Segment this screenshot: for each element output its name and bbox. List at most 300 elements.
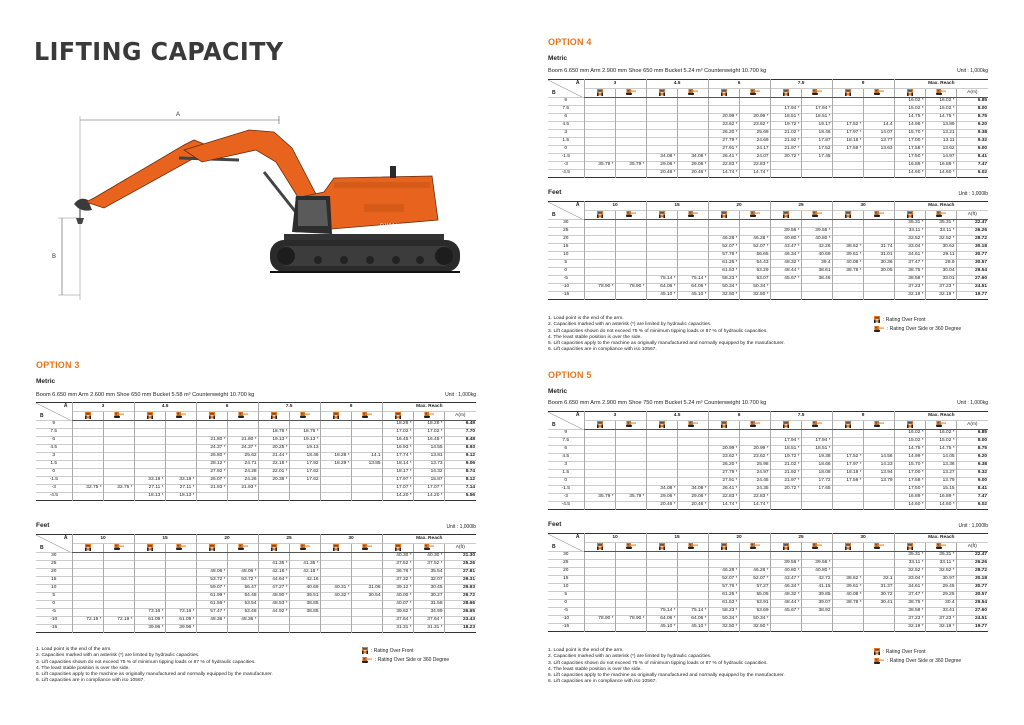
max-reach-value: 30.57: [956, 592, 988, 600]
rating-over-side-icon: [936, 543, 946, 549]
capacity-cell: [770, 162, 801, 170]
capacity-cell: 30.36: [863, 260, 894, 268]
capacity-cell: 73.16 *: [134, 609, 165, 617]
capacity-cell: [258, 493, 289, 501]
max-reach-value: 9.38: [956, 130, 988, 138]
row-height-label: -4.5: [548, 502, 584, 510]
rating-over-front-icon: [783, 543, 789, 550]
capacity-cell: 39.07: [801, 600, 832, 608]
capacity-cell: [584, 130, 615, 138]
capacity-cell: 48.53 *: [258, 601, 289, 609]
capacity-cell: 56.65: [739, 252, 770, 260]
capacity-cell: 41.15: [801, 584, 832, 592]
capacity-cell: 20.72 *: [770, 154, 801, 162]
column-header-distance: 9: [832, 80, 894, 89]
row-height-label: 0: [36, 601, 72, 609]
rating-over-front-icon: [395, 544, 401, 551]
max-reach-value: 8.75: [956, 114, 988, 122]
max-reach-value: 25.26: [444, 561, 476, 569]
capacity-cell: 22.83 *: [739, 494, 770, 502]
front-icon-cell: [832, 543, 863, 552]
note-line: 3. Lift capacities shown do not exceed 75 % of minimum tipping loads or 87 % of hydraulic capacities.: [36, 659, 256, 665]
capacity-cell: [770, 284, 801, 292]
table-icon-row: [548, 211, 988, 220]
front-icon-cell: [708, 211, 739, 220]
capacity-cell: [832, 560, 863, 568]
capacity-cell: 17.94 *: [770, 106, 801, 114]
capacity-cell: 14.60 *: [894, 502, 925, 510]
side-icon-cell: [739, 421, 770, 430]
capacity-cell: [708, 438, 739, 446]
side-icon-cell: [677, 89, 708, 98]
row-height-label: 7.5: [548, 106, 584, 114]
capacity-cell: [72, 577, 103, 585]
table-header-row: [548, 202, 988, 211]
capacity-cell: [196, 493, 227, 501]
capacity-cell: [134, 453, 165, 461]
column-header-distance: 10: [584, 534, 646, 543]
capacity-cell: 13.81: [413, 453, 444, 461]
capacity-cell: 13.79: [925, 478, 956, 486]
capacity-cell: 34.08 *: [677, 486, 708, 494]
capacity-cell: 73.16 *: [165, 609, 196, 617]
capacity-cell: 57.76 *: [708, 252, 739, 260]
capacity-cell: [708, 106, 739, 114]
capacity-cell: 31.74: [863, 244, 894, 252]
capacity-cell: [320, 601, 351, 609]
capacity-cell: [677, 106, 708, 114]
capacity-cell: 37.52 *: [382, 561, 413, 569]
capacity-cell: 20.99 *: [739, 446, 770, 454]
table-corner: [548, 534, 584, 552]
capacity-cell: [584, 146, 615, 154]
capacity-cell: [258, 617, 289, 625]
capacity-cell: [320, 437, 351, 445]
corner-label-a: A: [63, 535, 68, 541]
capacity-cell: [351, 617, 382, 625]
side-icon-cell: [289, 544, 320, 553]
capacity-cell: 21.93 *: [196, 485, 227, 493]
capacity-cell: [801, 430, 832, 438]
capacity-cell: [227, 561, 258, 569]
capacity-cell: [863, 236, 894, 244]
capacity-cell: 34.61 *: [894, 584, 925, 592]
capacity-cell: 33.11 *: [925, 560, 956, 568]
capacity-cell: 13.62: [925, 146, 956, 154]
capacity-cell: 39.51: [289, 593, 320, 601]
capacity-cell: 40.00 *: [382, 593, 413, 601]
capacity-cell: 28.12 *: [196, 461, 227, 469]
capacity-cell: [320, 445, 351, 453]
capacity-cell: [320, 609, 351, 617]
max-reach-value: 9.32: [956, 470, 988, 478]
table-row: [548, 600, 988, 608]
capacity-cell: 46.34 *: [770, 584, 801, 592]
max-reach-value: 27.81: [444, 569, 476, 577]
capacity-cell: 33.04 *: [894, 244, 925, 252]
capacity-cell: 64.06 *: [677, 616, 708, 624]
front-icon-cell: [832, 211, 863, 220]
capacity-cell: 14.74 *: [708, 502, 739, 510]
capacity-cell: [615, 576, 646, 584]
capacity-cell: 40.69: [289, 585, 320, 593]
capacity-cell: 35.79 *: [584, 162, 615, 170]
capacity-cell: [351, 493, 382, 501]
capacity-cell: 42.16: [289, 577, 320, 585]
capacity-cell: 46.28 *: [739, 568, 770, 576]
option-5-spec: Boom 6.650 mm Arm 2.900 mm Shoe 750 mm Bucket 5.24 m³ Counterweight 10.700 kg: [548, 400, 767, 406]
table-row: [548, 252, 988, 260]
rating-over-side-icon: [238, 544, 248, 550]
capacity-cell: [196, 421, 227, 429]
capacity-cell: [351, 429, 382, 437]
capacity-cell: 18.46: [289, 453, 320, 461]
table-row: [548, 228, 988, 236]
max-reach-value: 29.54: [956, 600, 988, 608]
row-height-label: 0: [548, 146, 584, 154]
capacity-cell: 61.99 *: [196, 593, 227, 601]
capacity-cell: [134, 461, 165, 469]
row-height-label: 0: [36, 469, 72, 477]
capacity-cell: [863, 284, 894, 292]
note-line: 1. Load point is the end of the arm.: [36, 647, 112, 652]
option-3-notes: [36, 647, 366, 685]
rating-over-front-icon: [659, 421, 665, 428]
capacity-cell: 35.31 *: [925, 220, 956, 228]
side-icon-cell: [103, 412, 134, 421]
capacity-cell: 14.75 *: [925, 446, 956, 454]
corner-label-b: B: [552, 212, 556, 218]
bucket-hook-icon: [76, 218, 84, 224]
capacity-cell: 37.23 *: [894, 284, 925, 292]
capacity-cell: 33.11 *: [894, 560, 925, 568]
capacity-cell: [615, 220, 646, 228]
column-header-max-reach: Max. Reach: [894, 202, 988, 211]
capacity-cell: 17.07 *: [382, 485, 413, 493]
row-height-label: -10: [548, 284, 584, 292]
table-icon-row: [548, 89, 988, 98]
capacity-cell: [103, 561, 134, 569]
capacity-cell: 58.23 *: [708, 276, 739, 284]
max-reach-value: 30.18: [956, 244, 988, 252]
capacity-cell: [134, 569, 165, 577]
capacity-cell: [103, 461, 134, 469]
capacity-cell: 18.46: [801, 130, 832, 138]
rating-over-front-icon: [333, 412, 339, 419]
column-header-max-reach: Max. Reach: [382, 535, 476, 544]
capacity-cell: [615, 292, 646, 300]
table-row: [548, 244, 988, 252]
capacity-cell: [832, 494, 863, 502]
capacity-cell: 57.47 *: [196, 609, 227, 617]
max-reach-unit-header: A(ft): [956, 211, 988, 220]
table-row: [548, 486, 988, 494]
max-reach-value: 22.47: [956, 220, 988, 228]
max-reach-value: 9.00: [956, 478, 988, 486]
capacity-cell: [801, 292, 832, 300]
capacity-cell: 17.50 *: [894, 154, 925, 162]
capacity-cell: 14.75 *: [894, 446, 925, 454]
capacity-cell: 46.34 *: [770, 252, 801, 260]
column-header-distance: 15: [134, 535, 196, 544]
rating-over-front-icon: [209, 412, 215, 419]
capacity-cell: [863, 608, 894, 616]
table-icon-row: [36, 412, 476, 421]
capacity-cell: 17.58 *: [894, 478, 925, 486]
capacity-cell: 34.08 *: [646, 486, 677, 494]
side-icon-cell: [351, 544, 382, 553]
capacity-cell: 37.47 *: [894, 592, 925, 600]
capacity-cell: 78.90 *: [615, 616, 646, 624]
rating-over-side-icon: [874, 89, 884, 95]
capacity-cell: [615, 584, 646, 592]
capacity-cell: 18.28 *: [413, 421, 444, 429]
capacity-cell: 24.26: [227, 477, 258, 485]
rating-over-side-icon: [362, 544, 372, 550]
capacity-cell: [351, 477, 382, 485]
option-4-feet-label: Feet: [548, 189, 562, 196]
capacity-cell: [801, 170, 832, 178]
capacity-cell: 17.52: [801, 146, 832, 154]
column-header-distance: 6: [708, 80, 770, 89]
capacity-cell: [289, 617, 320, 625]
capacity-cell: 45.67 *: [770, 276, 801, 284]
capacity-cell: 52.07 *: [739, 244, 770, 252]
option-3-feet-table: [36, 534, 476, 633]
table-row: [548, 260, 988, 268]
option-5-notes: [548, 648, 878, 686]
capacity-cell: 39.96 *: [134, 625, 165, 633]
rating-over-side-icon: [812, 543, 822, 549]
rating-over-front-icon: [783, 89, 789, 96]
rating-over-front-icon: [597, 421, 603, 428]
capacity-cell: 41.35 *: [289, 561, 320, 569]
capacity-cell: 29.06 *: [677, 494, 708, 502]
legend-side-label: : Rating Over Side or 360 Degree: [887, 658, 962, 664]
max-reach-value: 7.47: [956, 162, 988, 170]
capacity-cell: 18.18 *: [832, 470, 863, 478]
capacity-cell: [165, 593, 196, 601]
capacity-cell: 30.97: [925, 576, 956, 584]
table-row: [548, 154, 988, 162]
side-icon-cell: [801, 543, 832, 552]
row-height-label: 10: [548, 252, 584, 260]
table-row: [36, 461, 476, 469]
capacity-cell: [320, 561, 351, 569]
side-icon-cell: [863, 211, 894, 220]
row-height-label: 15: [548, 576, 584, 584]
capacity-cell: 48.44 *: [770, 268, 801, 276]
side-icon-cell: [677, 421, 708, 430]
capacity-cell: 14.99 *: [894, 454, 925, 462]
capacity-cell: 32.52 *: [894, 236, 925, 244]
table-row: [548, 494, 988, 502]
capacity-cell: 26.20 *: [708, 130, 739, 138]
table-row: [36, 601, 476, 609]
capacity-cell: [801, 494, 832, 502]
rating-over-side-icon: [362, 412, 372, 418]
capacity-cell: [134, 601, 165, 609]
capacity-cell: [258, 421, 289, 429]
column-header-distance: 25: [770, 202, 832, 211]
capacity-cell: [739, 98, 770, 106]
capacity-cell: 40.80 *: [801, 568, 832, 576]
legend-side: [874, 325, 1014, 334]
capacity-cell: 32.50 *: [739, 292, 770, 300]
capacity-cell: 40.08 *: [832, 592, 863, 600]
rating-over-side-icon: [874, 421, 884, 427]
capacity-cell: [584, 568, 615, 576]
row-height-label: -3: [548, 162, 584, 170]
capacity-cell: 39.56 *: [801, 560, 832, 568]
table-row: [36, 577, 476, 585]
rating-over-front-icon: [721, 543, 727, 550]
capacity-cell: 15.70 *: [894, 462, 925, 470]
capacity-cell: 39.56 *: [770, 228, 801, 236]
capacity-cell: 29.25: [925, 592, 956, 600]
capacity-cell: 41.35 *: [258, 561, 289, 569]
capacity-cell: [584, 576, 615, 584]
front-icon-cell: [770, 421, 801, 430]
row-height-label: 7.5: [36, 429, 72, 437]
table-row: [36, 625, 476, 633]
capacity-cell: 43.47 *: [770, 576, 801, 584]
rating-over-side-icon: [688, 421, 698, 427]
capacity-cell: [801, 220, 832, 228]
capacity-cell: 56.47: [227, 585, 258, 593]
capacity-cell: [863, 276, 894, 284]
capacity-cell: 18.13 *: [165, 493, 196, 501]
side-icon-cell: [863, 421, 894, 430]
side-icon-cell: [739, 211, 770, 220]
capacity-cell: [165, 469, 196, 477]
side-icon-cell: [227, 412, 258, 421]
side-icon-cell: [863, 543, 894, 552]
capacity-cell: 37.64 *: [413, 617, 444, 625]
capacity-cell: 21.44 *: [258, 453, 289, 461]
capacity-cell: 16.02 *: [925, 430, 956, 438]
row-height-label: 1.5: [548, 138, 584, 146]
max-reach-value: 9.06: [444, 461, 476, 469]
capacity-cell: 33.19 *: [165, 477, 196, 485]
max-reach-value: 29.72: [444, 593, 476, 601]
table-icon-row: [36, 544, 476, 553]
option-4-metric-table: [548, 79, 988, 178]
corner-label-a: A: [575, 80, 580, 86]
table-row: [36, 609, 476, 617]
option-3-metric-unit: Unit : 1,000kg: [445, 392, 476, 398]
column-header-distance: 3: [72, 403, 134, 412]
capacity-cell: [615, 154, 646, 162]
side-icon-cell: [801, 421, 832, 430]
capacity-cell: [646, 268, 677, 276]
capacity-cell: [677, 552, 708, 560]
capacity-cell: [351, 485, 382, 493]
table-row: [548, 462, 988, 470]
capacity-cell: 72.19 *: [72, 617, 103, 625]
capacity-cell: 27.92 *: [196, 469, 227, 477]
capacity-cell: 61.26 *: [708, 592, 739, 600]
rating-over-front-icon: [271, 544, 277, 551]
capacity-cell: [615, 106, 646, 114]
table-row: [548, 268, 988, 276]
capacity-cell: 40.80 *: [801, 236, 832, 244]
capacity-cell: [770, 220, 801, 228]
capacity-cell: [770, 624, 801, 632]
capacity-cell: 14.99 *: [894, 122, 925, 130]
rating-over-side-icon: [936, 89, 946, 95]
capacity-cell: 14.05: [925, 454, 956, 462]
capacity-cell: 59.07 *: [196, 585, 227, 593]
capacity-cell: [584, 608, 615, 616]
capacity-cell: [584, 114, 615, 122]
capacity-cell: 16.89 *: [925, 162, 956, 170]
capacity-cell: 15.87: [413, 477, 444, 485]
capacity-cell: 15.02 *: [925, 438, 956, 446]
capacity-cell: 30.04: [925, 268, 956, 276]
table-row: [548, 568, 988, 576]
capacity-cell: 18.51 *: [801, 446, 832, 454]
capacity-cell: [832, 616, 863, 624]
capacity-cell: [584, 170, 615, 178]
capacity-cell: [646, 576, 677, 584]
side-icon-cell: [103, 544, 134, 553]
capacity-cell: 22.83 *: [708, 162, 739, 170]
rating-over-front-icon: [721, 211, 727, 218]
capacity-cell: [584, 624, 615, 632]
capacity-cell: [351, 609, 382, 617]
table-row: [36, 569, 476, 577]
capacity-cell: 19.13 *: [289, 437, 320, 445]
max-reach-value: 9.00: [956, 146, 988, 154]
capacity-cell: [351, 421, 382, 429]
capacity-cell: 33.41: [925, 608, 956, 616]
capacity-cell: 30.05: [863, 268, 894, 276]
capacity-cell: [677, 114, 708, 122]
row-height-label: 5: [548, 592, 584, 600]
front-icon-cell: [584, 89, 615, 98]
capacity-cell: [677, 430, 708, 438]
table-corner: [548, 202, 584, 220]
capacity-cell: 14.75 *: [894, 114, 925, 122]
capacity-cell: 16.02 *: [894, 98, 925, 106]
capacity-cell: 20.72 *: [770, 486, 801, 494]
capacity-cell: 18.14 *: [382, 461, 413, 469]
capacity-cell: 47.27 *: [258, 585, 289, 593]
capacity-cell: 13.79: [863, 478, 894, 486]
capacity-cell: [677, 252, 708, 260]
capacity-cell: [832, 486, 863, 494]
capacity-cell: 53.54: [227, 601, 258, 609]
table-corner: [36, 403, 72, 421]
max-reach-value: 30.77: [956, 252, 988, 260]
rating-over-side-icon: [238, 412, 248, 418]
capacity-cell: [134, 593, 165, 601]
note-line: 4. The least stable position is over the side.: [36, 665, 130, 671]
capacity-cell: 42.72: [801, 576, 832, 584]
capacity-cell: 32.75 *: [72, 485, 103, 493]
column-header-distance: 6: [708, 412, 770, 421]
capacity-cell: 35.79 *: [615, 494, 646, 502]
capacity-cell: [103, 553, 134, 561]
option-4-notes: [548, 316, 878, 354]
capacity-cell: 29.11: [925, 252, 956, 260]
capacity-cell: 14.20 *: [382, 493, 413, 501]
capacity-cell: 52.07 *: [708, 244, 739, 252]
row-height-label: 20: [548, 236, 584, 244]
capacity-cell: 29.06 *: [646, 162, 677, 170]
capacity-cell: [584, 138, 615, 146]
